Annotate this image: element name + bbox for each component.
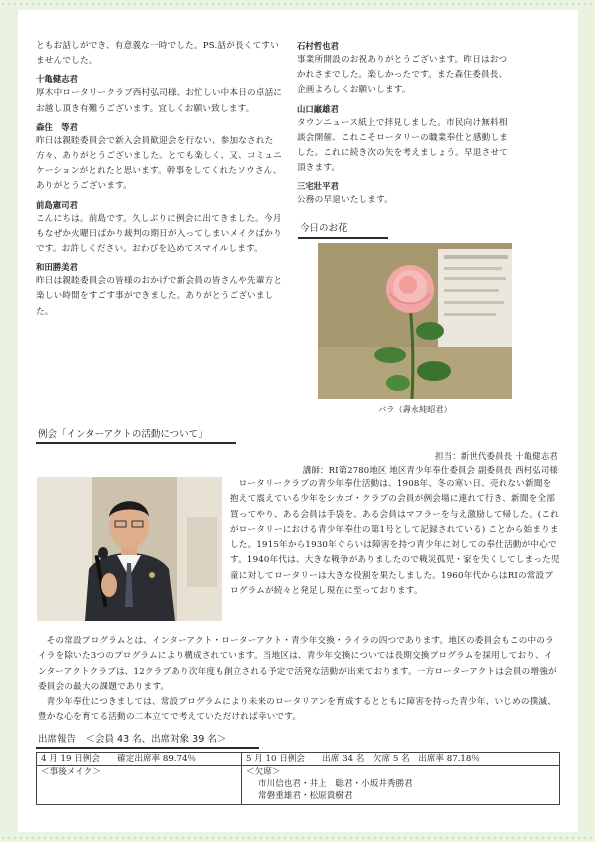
lecturer-line: 講師：RI第2780地区 地区青少年奉仕委員会 副委員長 西村弘司様 (302, 465, 558, 475)
entry-text: 厚木中ロータリークラブ西村弘司様、お忙しい中本日の卓話にお越し頂き有難うございます。宜しくお願い致します。 (36, 88, 283, 114)
may-note-title: ＜欠席＞ (246, 767, 281, 777)
entry-name: 森住 等君 (36, 121, 78, 132)
responsible-line: 担当：新世代委員長 十亀健志君 (435, 451, 558, 461)
rose-photo-svg (318, 243, 512, 399)
entry-text: 昨日は親睦委員会で新入会員歓迎会を行ない、参加なされた方々、ありがとうございました。とても楽しく、又、コミュニケーションがとれたと思います。幹事をしてくれたソウさん、ありがとうございます。 (36, 135, 282, 192)
apr-header: 4 月 19 日例会 確定出席率 89.74％ (37, 753, 242, 766)
apr-note-text: ＜事後メイク＞ (41, 767, 101, 777)
entry (36, 72, 286, 116)
entry (297, 102, 512, 177)
bottom-border-dots (0, 836, 595, 840)
entry-text: 事業所開設のお祝ありがとうございます。昨日はおつかれさまでした。楽しかったです。また森住委員長、企画よろしくお願いします。 (297, 55, 508, 96)
entry (36, 120, 286, 195)
meeting-para-3: 青少年奉仕につきましては、常設プログラムにより未来のロータリアンを育成するとともに障害を持った青少年、いじめの撲滅、豊かな心を育てる活動の二本立てで考えていただければ幸いです。 (38, 697, 557, 723)
attendance-title: 出席報告 ＜会員 43 名、出席対象 39 名＞ (38, 734, 227, 745)
entry-text: タウンニュース紙上で拝見しました。市民向け無料相談会開催、これこそロータリーの職業奉仕と感動しました。これに続き次の矢を考えましょう。早退させて頂きます。 (297, 117, 509, 174)
rose-photo (318, 243, 512, 399)
flower-caption: バラ（壽永純昭君） (378, 405, 452, 414)
right-column (297, 39, 512, 209)
newsletter-page (18, 10, 578, 832)
entry (297, 39, 512, 99)
meeting-para-1: ロータリークラブの青少年奉仕活動は、1908年、冬の寒い日、売れない新聞を抱えて震えている少年をシカゴ・クラブの会員が例会場に連れて行き、新聞を全部買ってやり、ある会員は手袋を、ある会員はマフラーを与え激励して帰した。(これがロータリーにおける青少年奉仕の第1号として記録されている) ことから始まりました。1915年から1930年ぐらいは障害を持つ青少年に対しての奉仕活動が中心です。1940年代は、大きな戦争がありましたので戦災孤児・家を失くしてしまった児童に対してロータリーは大きな役割を果たしました。1960年代からはRIの常設プログラムが続々と発足し現在に至っております。 (230, 479, 560, 597)
flower-title: 今日のお花 (300, 223, 348, 234)
entry-name: 三宅壯平君 (297, 181, 339, 192)
may-header: 5 月 10 日例会 出席 34 名 欠席 5 名 出席率 87.18％ (242, 753, 560, 766)
entry (36, 198, 286, 258)
table-row (37, 753, 560, 766)
flower-title-underline (298, 237, 388, 239)
entry-name: 山口巌雄君 (297, 103, 339, 114)
meeting-title: 例会「インターアクトの活動について」 (38, 429, 208, 440)
absent-line: 常磐重雄君・松原貴樹君 (258, 791, 353, 801)
left-column (36, 39, 286, 320)
intro-text: ともお話しができ、有意義な一時でした。PS.話が長くてすいませんでした。 (36, 41, 279, 67)
entry-text: こんにちは。前島です。久しぶりに例会に出てきました。今月もなぜか火曜日ばかり裁判の期日が入ってしまいメイクばかりです。お許しください。おわびを込めてスマイルします。 (36, 213, 282, 255)
meeting-title-underline (36, 442, 236, 444)
speaker-photo (37, 477, 222, 621)
entry (297, 179, 512, 208)
attendance-table (36, 752, 560, 805)
may-note (242, 766, 560, 805)
attendance-title-underline (36, 747, 259, 749)
apr-note (37, 766, 242, 805)
absent-line: 市川信也君・井上 聡君・小坂井秀勝君 (258, 779, 413, 789)
entry-name: 和田勝美君 (36, 262, 78, 273)
entry-name: 石村哲也君 (297, 41, 339, 51)
entry-name: 十亀健志君 (36, 74, 78, 85)
meeting-para-2: その常設プログラムとは、インターアクト・ローターアクト・青少年交換・ライラの四つであります。地区の委員会もこの中のライラを除いた3つのプログラムにより構成されています。当地区は、青少年交換については長期交換プログラムを採用しており、インターアクトクラブは、12クラブあり次年度も創立される予定で活発な活動が出来ております。一方ローターアクトは会員の増強が委員会の最大の課題であります。 (38, 636, 557, 692)
table-row (37, 766, 560, 805)
top-border-dots (0, 2, 595, 6)
entry (36, 260, 286, 320)
speaker-photo-svg (37, 477, 222, 621)
entry-text: 公務の早退いたします。 (297, 195, 394, 206)
entry-name: 前島憲司君 (36, 199, 78, 210)
entry-text: 昨日は親睦委員会の皆様のおかげで新会員の皆さんや先輩方と楽しい時間をすごす事ができました。ありがとうございました。 (36, 276, 283, 317)
